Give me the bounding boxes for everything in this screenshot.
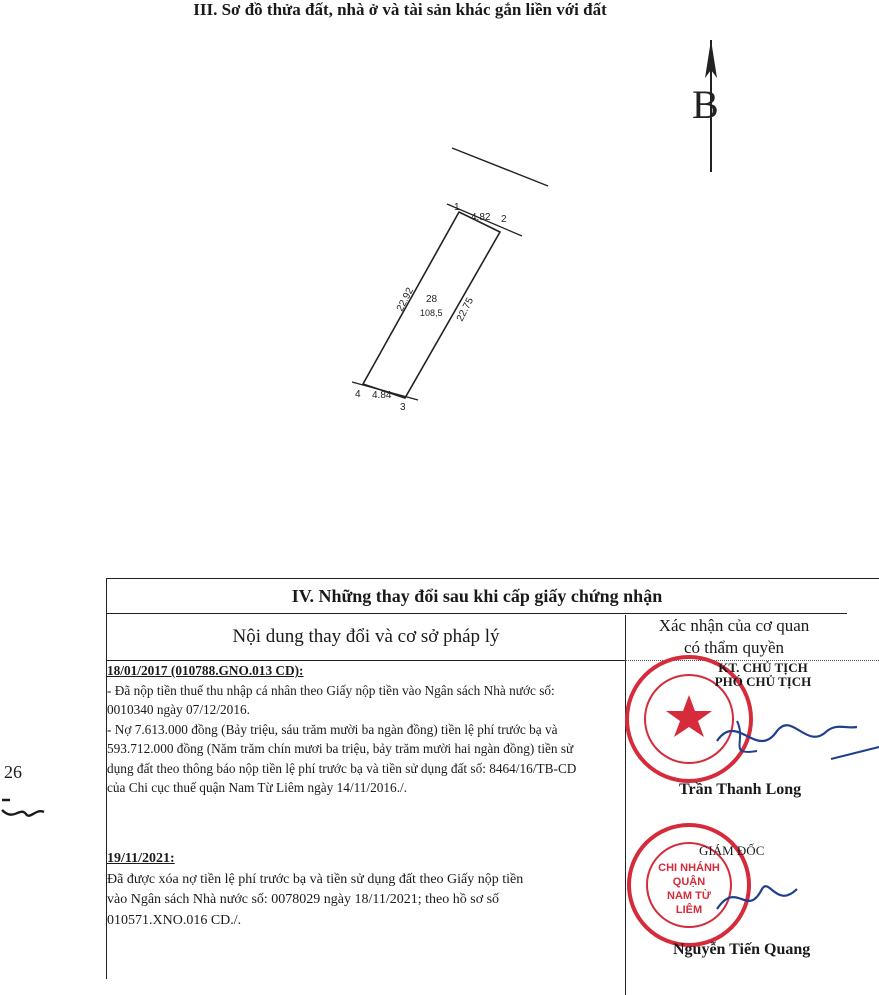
- margin-signature-fragment: [0, 792, 60, 832]
- edge-left-length: 22.92: [394, 286, 417, 314]
- entry-1-date: 18/01/2017 (010788.GNO.013 CD):: [107, 663, 304, 678]
- confirm-header-line-2: có thẩm quyền: [683, 638, 785, 657]
- road-boundary-line: [452, 148, 548, 186]
- entry-1-line-3: - Nợ 7.613.000 đồng (Bảy triệu, sáu trăm mười ba ngàn đồng) tiền lệ phí trước bạ và: [107, 721, 558, 737]
- entry-1-line-5: dụng đất theo thông báo nộp tiền lệ phí trước bạ và tiền sử dụng đất số: 8464/16/TB-CD: [107, 760, 577, 776]
- point-2-label: 2: [501, 214, 507, 225]
- entry-2-line-2: vào Ngân sách Nhà nước số: 0078029 ngày 18/11/2021; theo hồ sơ số: [107, 892, 500, 907]
- changes-table: [106, 578, 879, 979]
- parcel-area: 108,5: [420, 308, 443, 318]
- north-arrow-label: B: [692, 82, 719, 127]
- edge-bottom-length: 4.84: [372, 390, 392, 401]
- signature-2: [707, 869, 827, 929]
- signer-1-title-line-1: KT. CHỦ TỊCH: [718, 660, 808, 675]
- signer-1-title: [703, 661, 823, 689]
- stamp-2-line-1: CHI NHÁNH: [658, 862, 720, 874]
- entry-2-date: 19/11/2021:: [107, 851, 175, 866]
- edge-top-length: 4.82: [471, 212, 491, 223]
- entry-2-line-1: Đã được xóa nợ tiền lệ phí trước bạ và tiền sử dụng đất theo Giấy nộp tiền: [107, 871, 524, 887]
- point-1-label: 1: [454, 202, 460, 213]
- section-3-title: III. Sơ đồ thửa đất, nhà ở và tài sản khác gắn liền với đất: [193, 0, 607, 19]
- entry-2-line-3: 010571.XNO.016 CD./.: [107, 912, 242, 928]
- signer-1-title-line-2: PHÓ CHỦ TỊCH: [714, 674, 812, 689]
- stamp-2-line-3: NAM TỪ LIÊM: [667, 890, 711, 916]
- plot-outline: [363, 212, 500, 398]
- section-4-title: IV. Những thay đổi sau khi cấp giấy chứng nhận: [107, 579, 847, 614]
- edge-right-length: 22.75: [454, 296, 477, 324]
- signer-2-name: Nguyễn Tiến Quang: [673, 941, 811, 958]
- point-4-label: 4: [355, 389, 361, 400]
- entry-1-line-2: 0010340 ngày 07/12/2016.: [107, 702, 250, 717]
- content-column-header: Nội dung thay đổi và cơ sở pháp lý: [232, 626, 500, 647]
- margin-number: 26: [4, 762, 22, 782]
- confirm-header-line-1: Xác nhận của cơ quan: [658, 616, 810, 635]
- change-entry-2: [107, 849, 617, 931]
- entry-1-line-4: 593.712.000 đồng (Năm trăm chín mươi ba triệu, bảy trăm mười hai ngàn đồng) tiền sử: [107, 741, 574, 756]
- stamp-2-line-2: QUẬN: [672, 876, 706, 888]
- parcel-number: 28: [426, 294, 438, 305]
- signer-1-name: Trần Thanh Long: [679, 781, 802, 798]
- point-3-label: 3: [400, 402, 406, 413]
- change-entry-1: [107, 661, 617, 798]
- signer-2-title: GIÁM ĐỐC: [699, 843, 765, 858]
- entry-1-line-6: của Chi cục thuế quận Nam Từ Liêm ngày 14/11/2016./.: [107, 780, 408, 795]
- entry-1-line-1: - Đã nộp tiền thuế thu nhập cá nhân theo Giấy nộp tiền vào Ngân sách Nhà nước số:: [107, 682, 555, 698]
- pen-stroke-mark: [829, 739, 879, 769]
